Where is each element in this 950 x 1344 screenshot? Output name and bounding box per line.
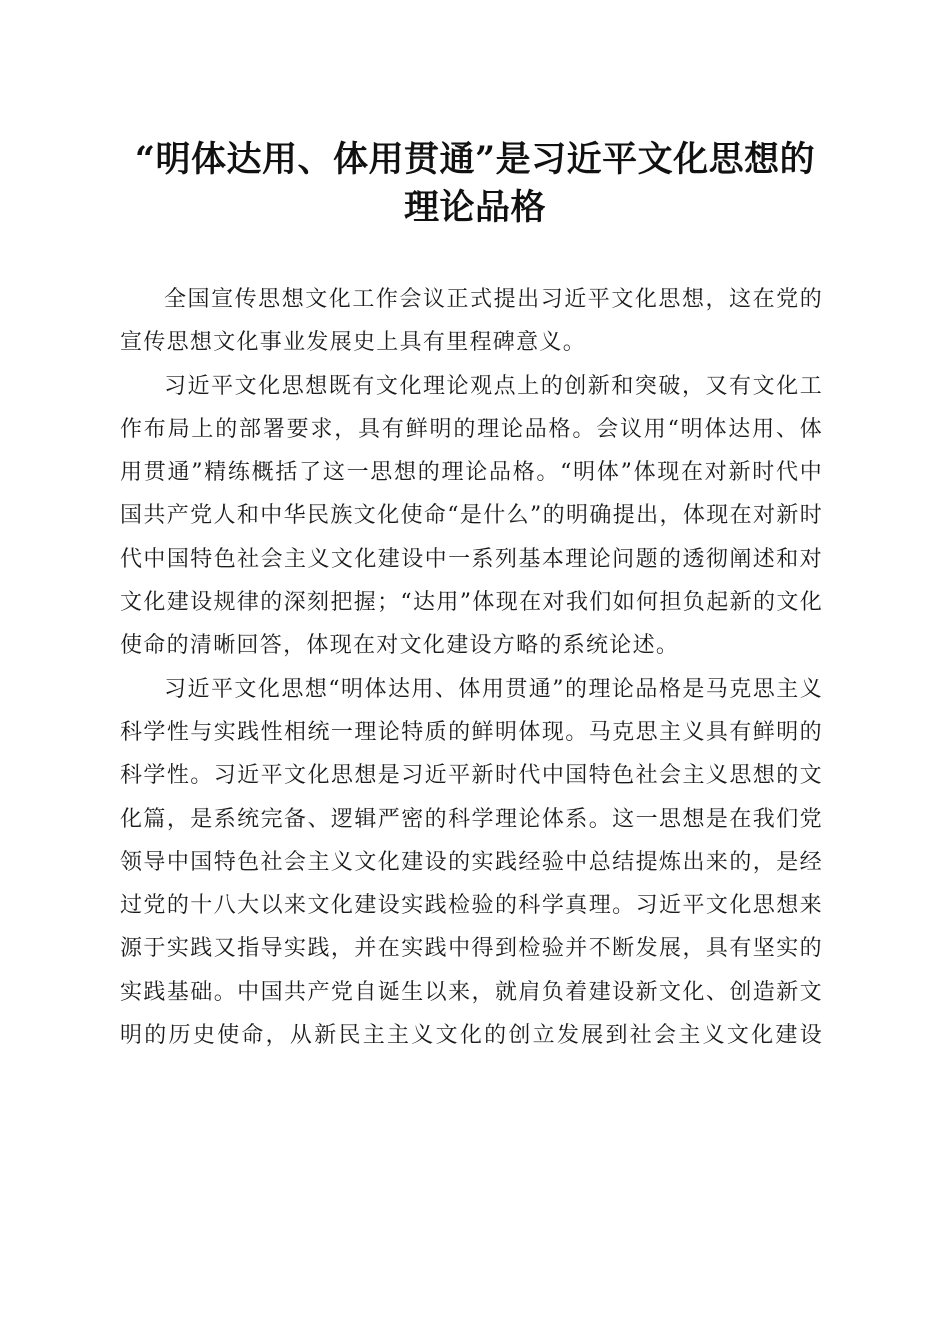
document-body: [120, 278, 823, 1057]
paragraph-3: 习近平文化思想“明体达用、体用贯通”的理论品格是马克思主义科学性与实践性相统一理论特质的鲜明体现。马克思主义具有鲜明的科学性。习近平文化思想是习近平新时代中国特色社会主义思想的文化篇，是系统完备、逻辑严密的科学理论体系。这一思想是在我们党领导中国特色社会主义文化建设的实践经验中总结提炼出来的，是经过党的十八大以来文化建设实践检验的科学真理。习近平文化思想来源于实践又指导实践，并在实践中得到检验并不断发展，具有坚实的实践基础。中国共产党自诞生以来，就肩负着建设新文化、创造新文明的历史使命，从新民主主义文化的创立发展到社会主义文化建设: [120, 676, 823, 1049]
title-line-1: “明体达用、体用贯通”是习近平文化思想的: [134, 139, 816, 180]
title-line-2: 理论品格: [403, 187, 546, 228]
paragraph-1: 全国宣传思想文化工作会议正式提出习近平文化思想，这在党的宣传思想文化事业发展史上具有里程碑意义。: [120, 287, 823, 356]
paragraph-2: 习近平文化思想既有文化理论观点上的创新和突破，又有文化工作布局上的部署要求，具有鲜明的理论品格。会议用“明体达用、体用贯通”精练概括了这一思想的理论品格。“明体”体现在对新时代中国共产党人和中华民族文化使命“是什么”的明确提出，体现在对新时代中国特色社会主义文化建设中一系列基本理论问题的透彻阐述和对文化建设规律的深刻把握；“达用”体现在对我们如何担负起新的文化使命的清晰回答，体现在对文化建设方略的系统论述。: [120, 373, 823, 659]
document-title: [110, 136, 840, 232]
